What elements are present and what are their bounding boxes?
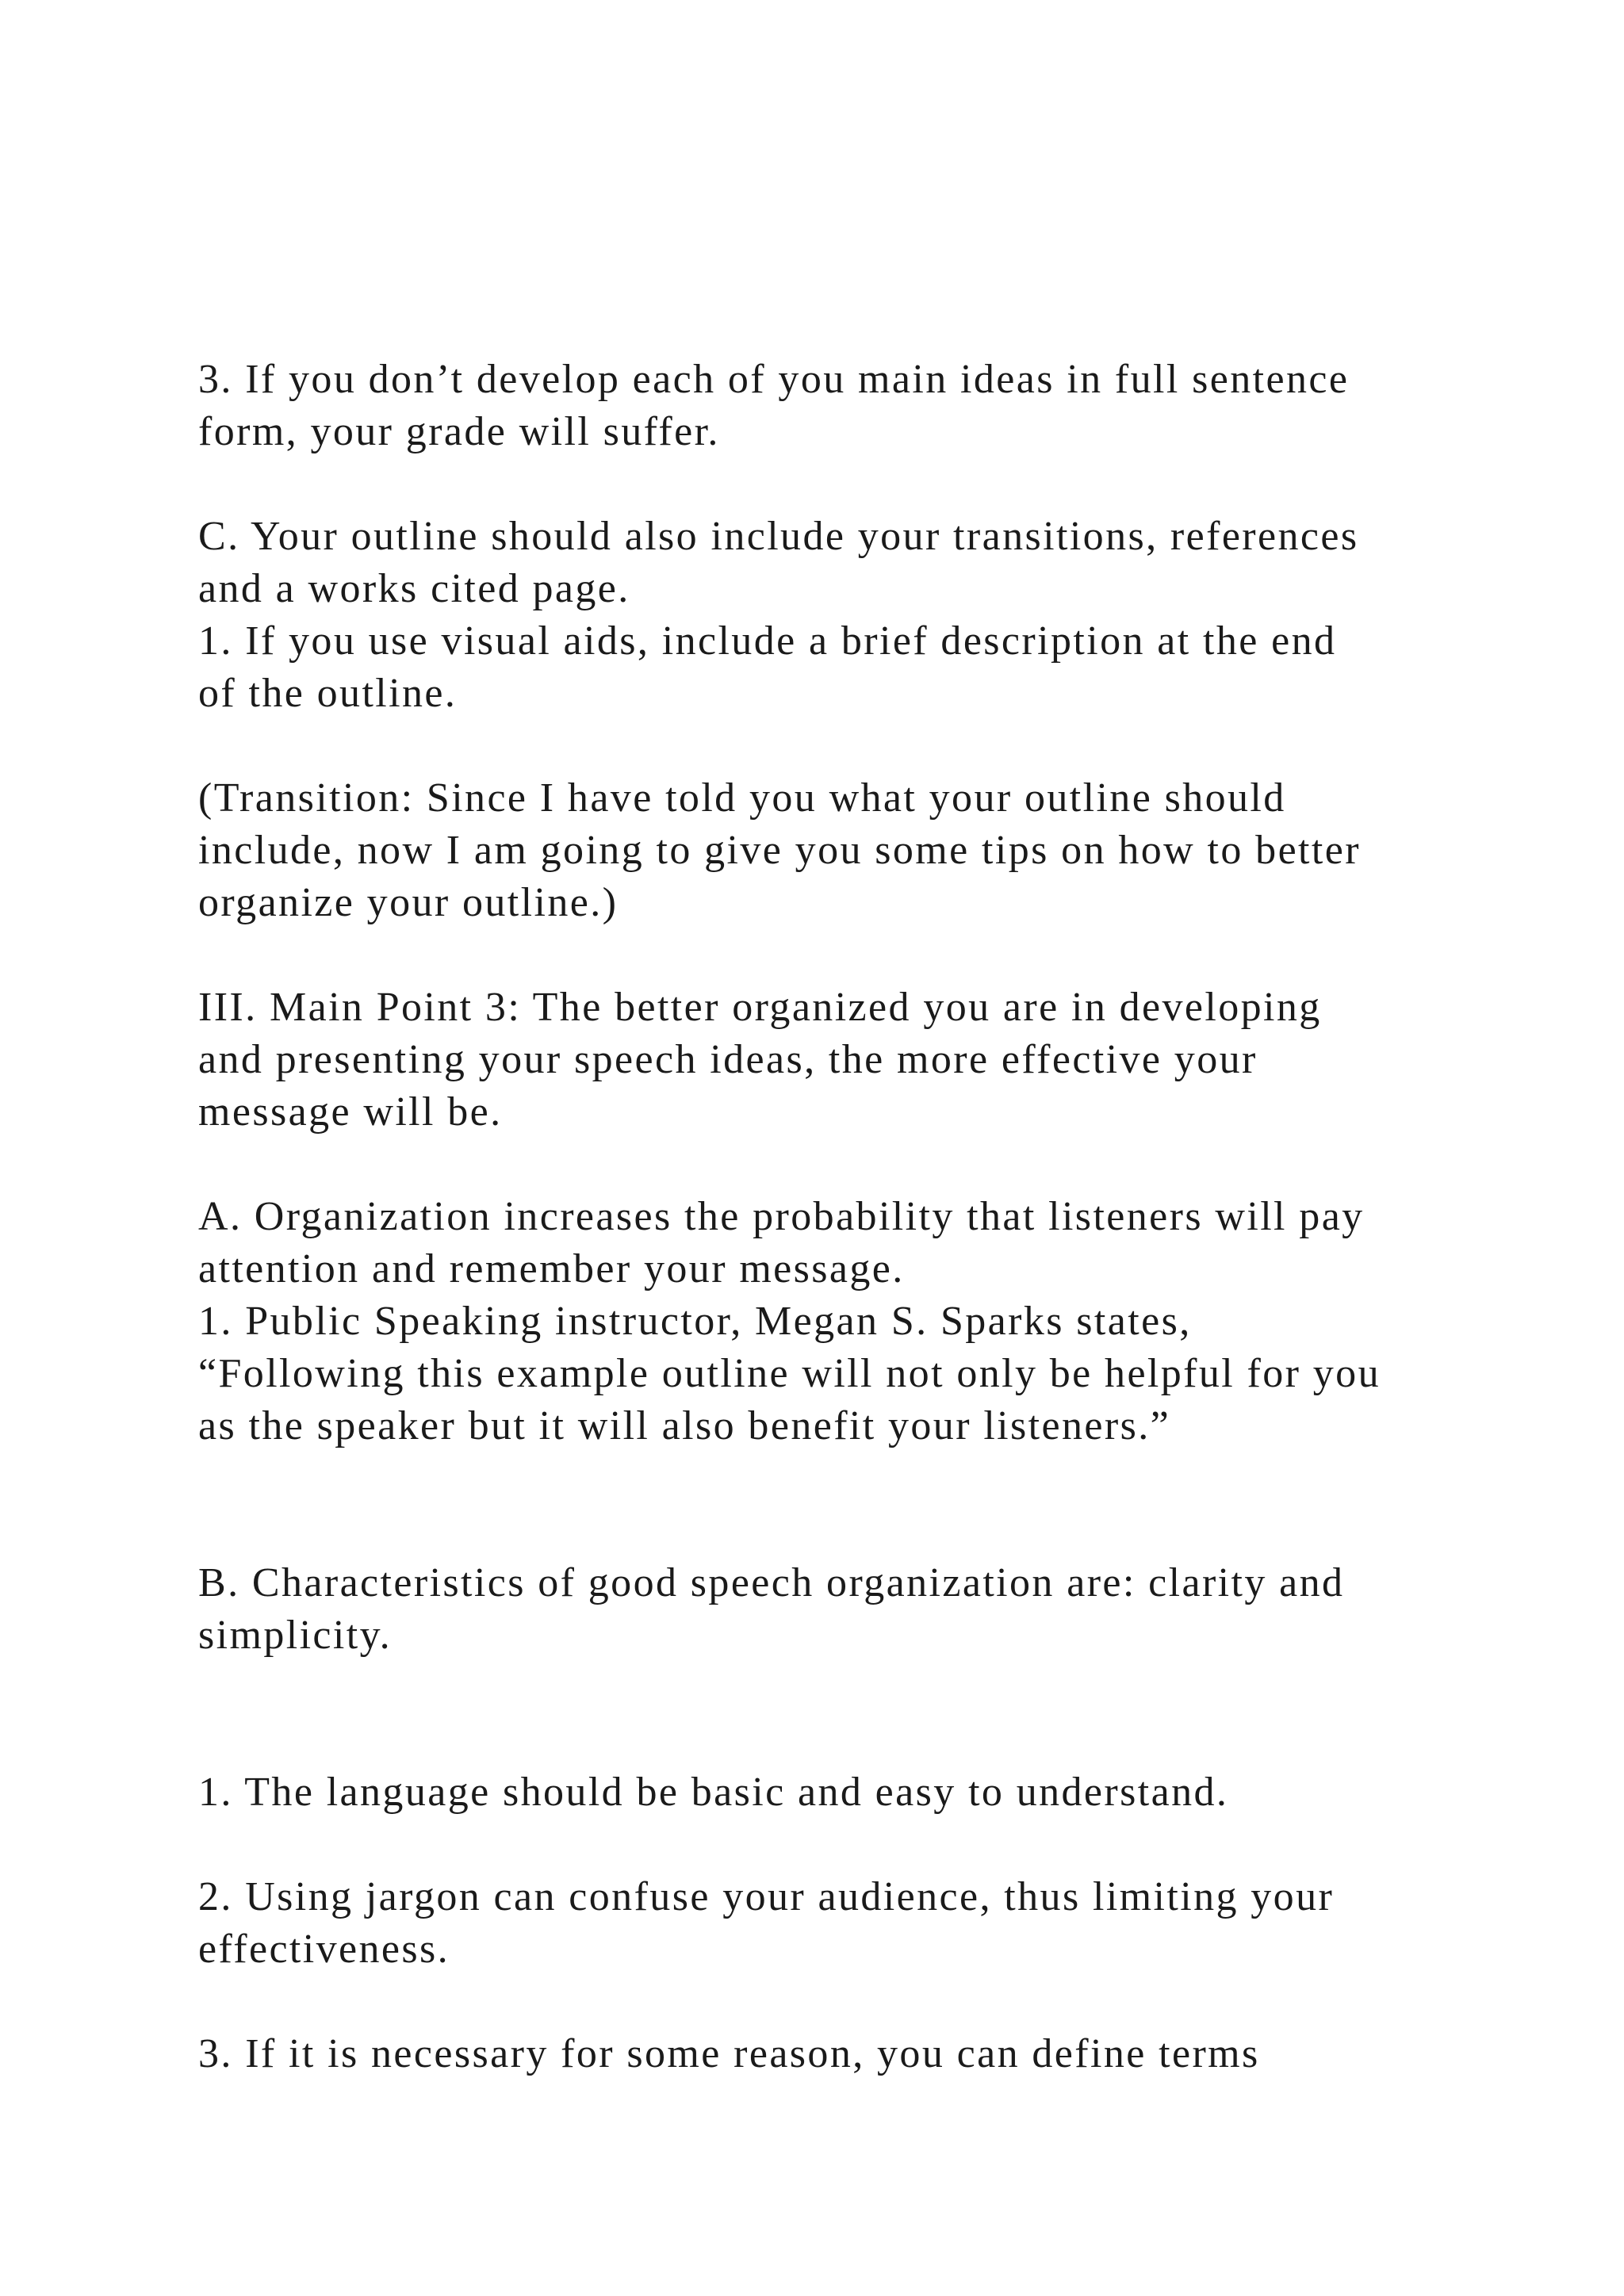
text-line: simplicity. <box>198 1613 393 1658</box>
text-line: 1. The language should be basic and easy to understand. <box>198 1770 1229 1815</box>
text-line: (Transition: Since I have told you what your outline should <box>198 775 1286 821</box>
text-line: form, your grade will suffer. <box>198 409 720 454</box>
text-line: message will be. <box>198 1089 503 1135</box>
text-line: and presenting your speech ideas, the more effective your <box>198 1037 1258 1082</box>
text-line: 1. Public Speaking instructor, Megan S. Sparks states, <box>198 1299 1192 1344</box>
text-line: C. Your outline should also include your transitions, references <box>198 514 1359 559</box>
text-line: “Following this example outline will not only be helpful for you <box>198 1351 1381 1396</box>
text-line: 1. If you use visual aids, include a brief description at the end <box>198 618 1337 664</box>
text-line: of the outline. <box>198 671 458 716</box>
text-line: 3. If it is necessary for some reason, you can define terms <box>198 2031 1260 2076</box>
text-line: A. Organization increases the probability that listeners will pay <box>198 1194 1365 1239</box>
text-line: attention and remember your message. <box>198 1246 905 1292</box>
text-line: 2. Using jargon can confuse your audience, thus limiting your <box>198 1874 1335 1919</box>
text-line: B. Characteristics of good speech organization are: clarity and <box>198 1560 1345 1605</box>
text-line: as the speaker but it will also benefit your listeners.” <box>198 1403 1171 1448</box>
text-line: 3. If you don’t develop each of you main ideas in full sentence <box>198 357 1350 402</box>
text-line: effectiveness. <box>198 1927 450 1972</box>
text-line: organize your outline.) <box>198 880 619 925</box>
text-line: III. Main Point 3: The better organized you are in developing <box>198 985 1322 1030</box>
text-line: include, now I am going to give you some tips on how to better <box>198 828 1361 873</box>
text-line: and a works cited page. <box>198 566 630 611</box>
